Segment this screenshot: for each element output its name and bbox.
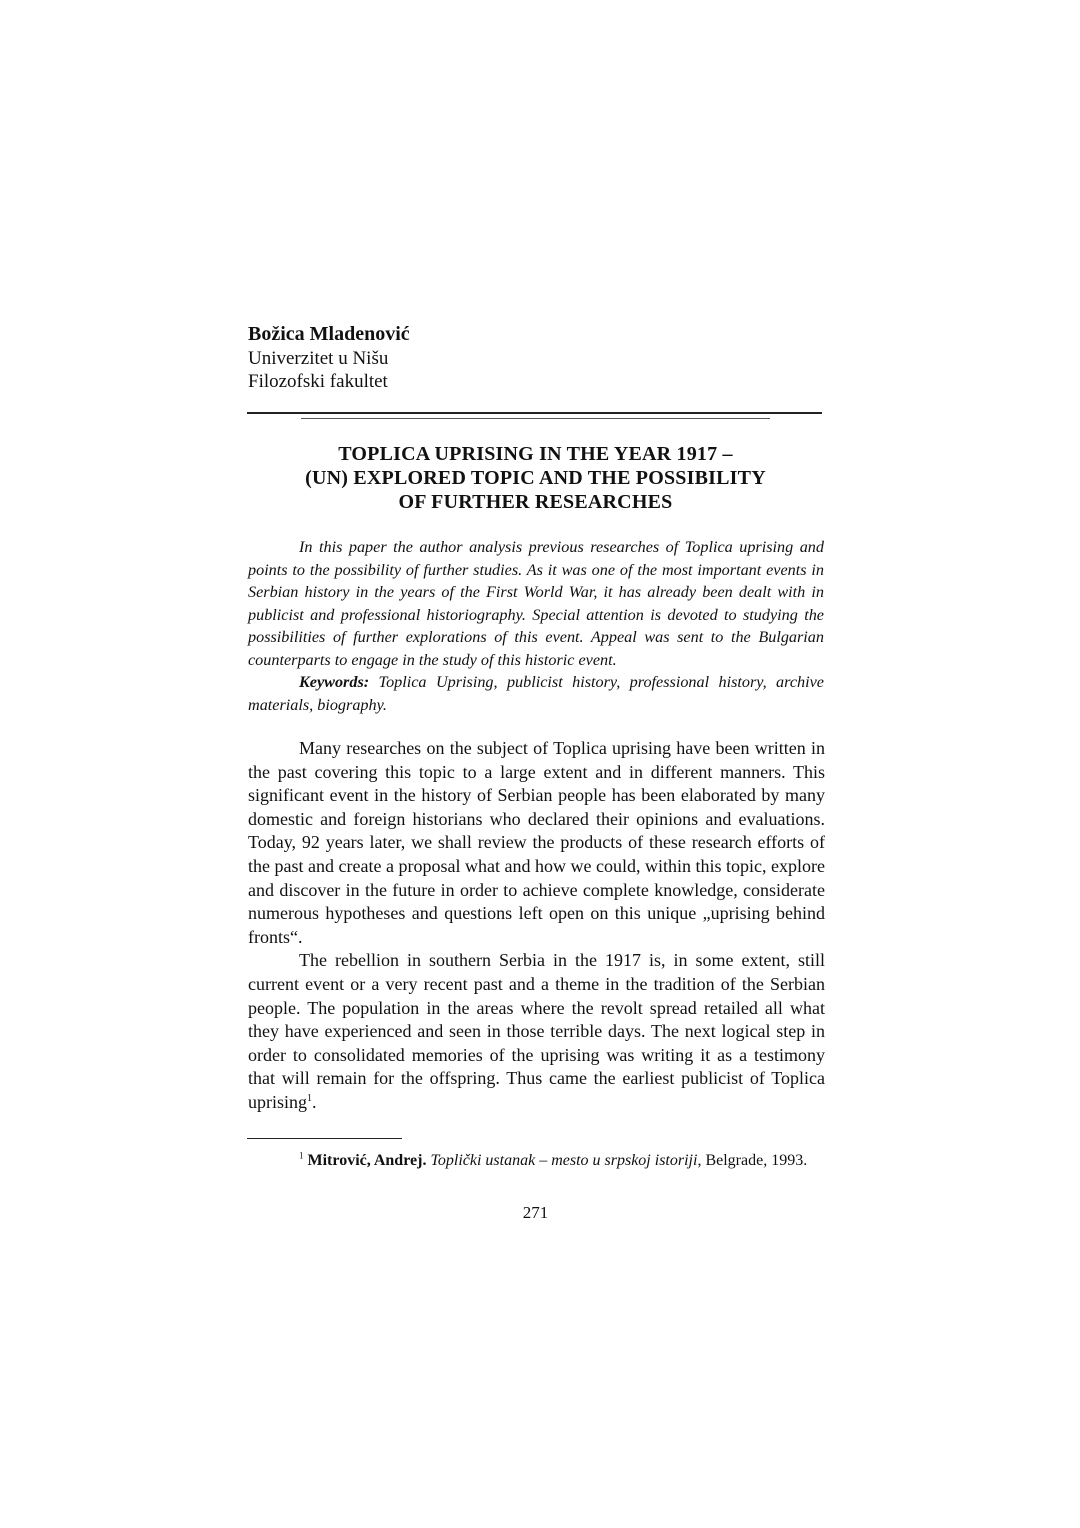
footnote-reference[interactable]: 1 [307,1092,313,1104]
keywords-label: Keywords: [299,673,370,691]
author-affiliation-faculty: Filozofski fakultet [248,371,388,392]
page-number: 271 [522,1203,549,1222]
paper-title-line: (UN) EXPLORED TOPIC AND THE POSSIBILITY [305,467,766,489]
paper-title [248,442,823,514]
abstract-text: In this paper the author analysis previous researches of Toplica uprising and points to the possibility of further studies. As it was one of the most important events in Serbian history in the years of the First World War, it has already been dealt with in publicist and professional historiography. Special attention is devoted to studying the possibilities of further explorations of this event. Appeal was sent to the Bulgarian counterparts to engage in the study of this historic event. [248,538,824,669]
author-block [248,321,823,393]
paper-title-line: OF FURTHER RESEARCHES [398,491,673,513]
paper-title-line: TOPLICA UPRISING IN THE YEAR 1917 – [338,443,733,465]
footnote-separator [247,1138,402,1139]
body-paragraph-2-text: The rebellion in southern Serbia in the 1917 is, in some extent, still current event or a very recent past and a theme in the tradition of the Serbian people. The population in the areas where the revolt spread retailed all what they have experienced and seen in those terrible days. The next logical step in order to consolidated memories of the uprising was writing it as a testimony that will remain for the offspring. Thus came the earliest publicist of Toplica uprising [248,950,825,1112]
author-name: Božica Mladenović [248,323,410,345]
header-rule-thick [247,412,822,414]
body-paragraph-2 [248,949,825,1114]
body-paragraph-1: Many researches on the subject of Toplica uprising have been written in the past covering this topic to a large extent and in different manners. This significant event in the history of Serbian people has been elaborated by many domestic and foreign historians who declared their opinions and evaluations. Today, 92 years later, we shall review the products of these research efforts of the past and create a proposal what and how we could, within this topic, explore and discover in the future in order to achieve complete knowledge, considerate numerous hypotheses and questions left open on this unique „uprising behind fronts“. [248,738,825,947]
body-text [248,737,825,1115]
footnote-author: Mitrović, Andrej. [307,1152,427,1169]
author-affiliation-university: Univerzitet u Nišu [248,348,389,369]
footnote-mark: 1 [299,1150,304,1161]
abstract [248,536,824,716]
footnote-rest: , Belgrade, 1993. [697,1152,808,1169]
keywords [248,671,824,716]
keywords-text: Toplica Uprising, publicist history, professional history, archive materials, biography. [248,673,824,714]
header-rule-thin [301,418,770,419]
footnote [248,1150,825,1172]
body-paragraph-2-end: . [312,1091,317,1112]
footnote-work-title: Toplički ustanak – mesto u srpskoj istoriji [430,1152,698,1169]
